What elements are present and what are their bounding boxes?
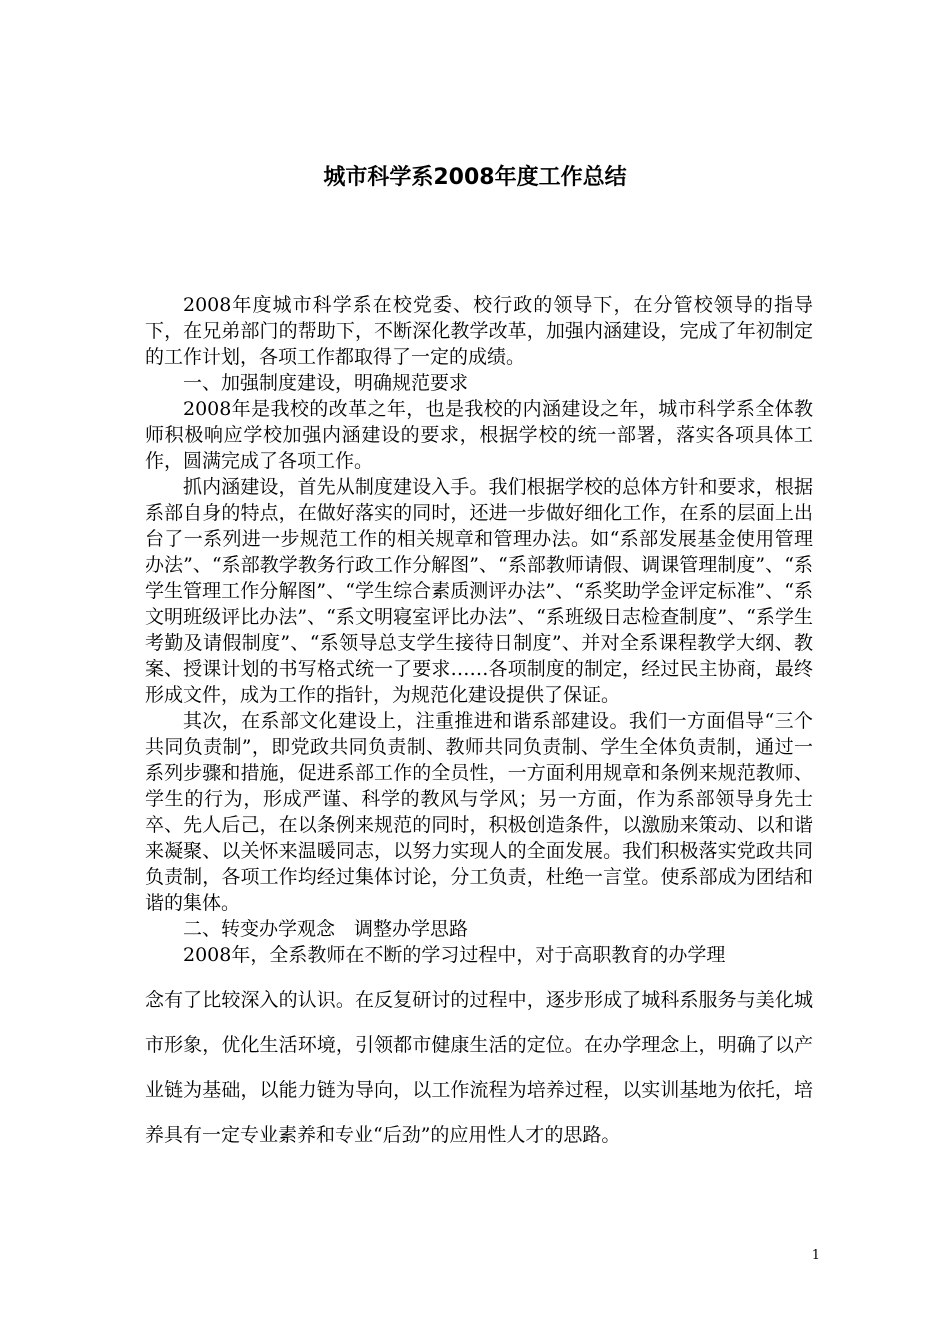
paragraph-system-building: 抓内涵建设，首先从制度建设入手。我们根据学校的总体方针和要求，根据系部自身的特点，在做好落实的同时，还进一步做好细化工作，在系的层面上出台了一系列进一步规范工作的相关规章和管理办法。如“系部发展基金使用管理办法”、“系部教学教务行政工作分解图”、“系部教师请假、调课管理制度”、“系学生管理工作分解图”、“学生综合素质测评办法”、“系奖助学金评定标准”、“系文明班级评比办法”、“系文明寝室评比办法”、“系班级日志检查制度”、“系学生考勤及请假制度”、“系领导总支学生接待日制度”、并对全系课程教学大纲、教案、授课计划的书写格式统一了要求……各项制度的制定，经过民主协商，最终形成文件，成为工作的指针，为规范化建设提供了保证。 xyxy=(145,476,813,706)
paragraph-culture-building: 其次，在系部文化建设上，注重推进和谐系部建设。我们一方面倡导“三个共同负责制”，即党政共同负责制、教师共同负责制、学生全体负责制，通过一系列步骤和措施，促进系部工作的全员性，一方面利用规章和条例来规范教师、学生的行为，形成严谨、科学的教风与学风；另一方面，作为系部领导身先士卒、先人后己，在以条例来规范的同时，积极创造条件，以激励来策动、以和谐来凝聚、以关怀来温暖同志，以努力实现人的全面发展。我们积极落实党政共同负责制，各项工作均经过集体讨论，分工负责，杜绝一言堂。使系部成为团结和谐的集体。 xyxy=(145,710,813,914)
document-title: 城市科学系2008年度工作总结 xyxy=(323,165,627,190)
section-heading-2: 二、转变办学观念 调整办学思路 xyxy=(183,918,469,940)
paragraph-philosophy-first-line: 2008年，全系教师在不断的学习过程中，对于高职教育的办学理 xyxy=(183,944,726,966)
paragraph-intro: 2008年度城市科学系在校党委、校行政的领导下，在分管校领导的指导下，在兄弟部门的帮助下，不断深化教学改革，加强内涵建设，完成了年初制定的工作计划，各项工作都取得了一定的成绩。 xyxy=(145,294,813,368)
page-number: 1 xyxy=(811,1248,820,1263)
document-body xyxy=(145,292,813,1158)
paragraph-philosophy-rest: 念有了比较深入的认识。在反复研讨的过程中，逐步形成了城科系服务与美化城市形象，优化生活环境，引领都市健康生活的定位。在办学理念上，明确了以产业链为基础，以能力链为导向，以工作流程为培养过程，以实训基地为依托，培养具有一定专业素养和专业“后劲”的应用性人才的思路。 xyxy=(145,989,813,1146)
section-heading-1: 一、加强制度建设，明确规范要求 xyxy=(183,372,469,394)
paragraph-reform-year: 2008年是我校的改革之年，也是我校的内涵建设之年，城市科学系全体教师积极响应学校加强内涵建设的要求，根据学校的统一部署，落实各项具体工作，圆满完成了各项工作。 xyxy=(145,398,813,472)
